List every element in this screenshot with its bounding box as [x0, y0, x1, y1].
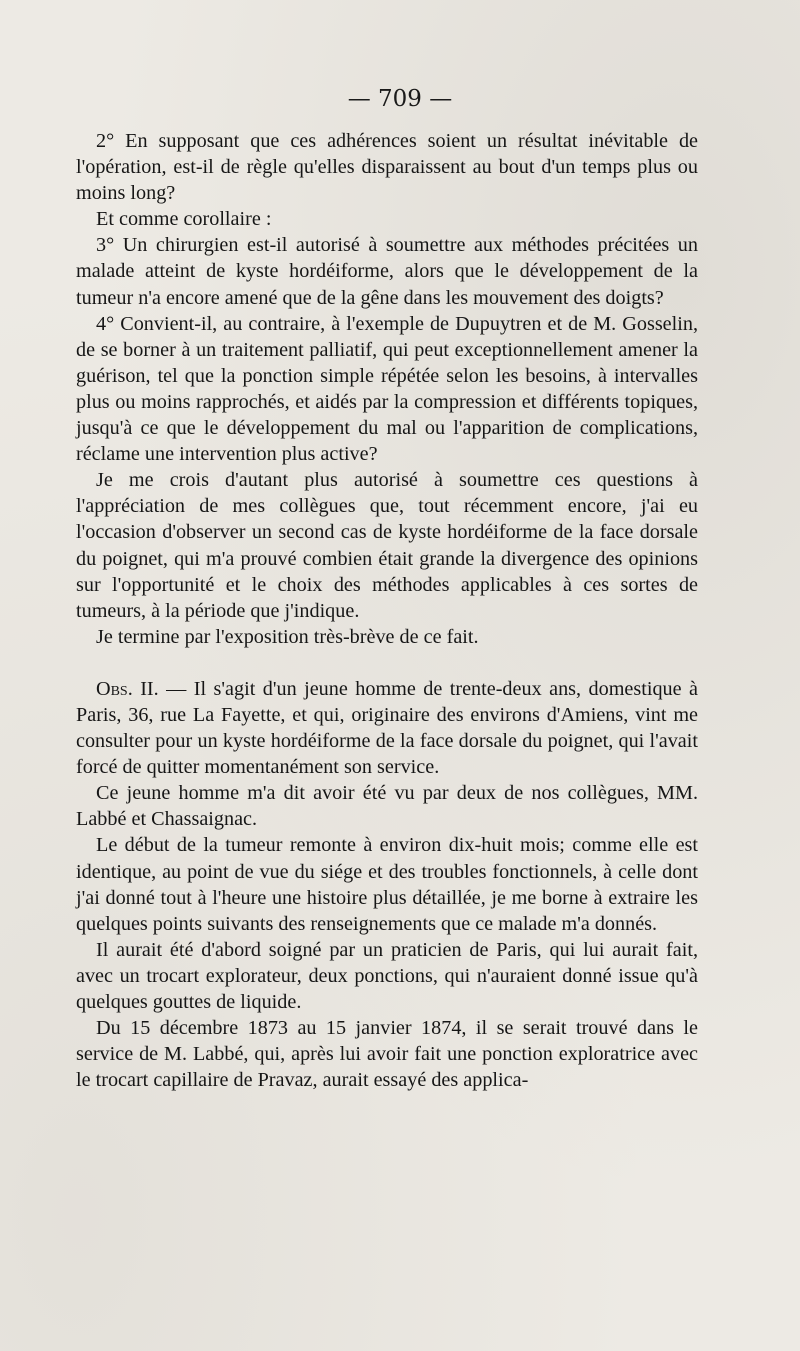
observation-intro-paragraph [76, 676, 698, 780]
paragraph-corollary: Et comme corollaire : [96, 208, 272, 231]
body-text [76, 128, 698, 1093]
paragraph-question-2: 2° En supposant que ces adhérences soient un résultat inévitable de l'opération, est-il de règle qu'elles disparaissent au bout d'un temps plus ou moins long? [76, 130, 698, 205]
page-number: — 709 — [347, 86, 453, 112]
paragraph-question-3: 3° Un chirurgien est-il autorisé à soumettre aux méthodes précitées un malade atteint de kyste hordéiforme, alors que le développement de la tumeur n'a encore amené que de la gêne dans les mouvement des doigts? [76, 234, 698, 309]
observation-paragraph: Du 15 décembre 1873 au 15 janvier 1874, il se serait trouvé dans le service de M. Labbé, qui, après lui avoir fait une ponction exploratrice avec le trocart capillaire de Pravaz, aurait essayé des applica- [76, 1017, 698, 1092]
paragraph-transition: Je termine par l'exposition très-brève de ce fait. [96, 625, 479, 648]
paragraph-question-4: 4° Convient-il, au contraire, à l'exemple de Dupuytren et de M. Gosselin, de se borner à un traitement palliatif, qui peut exceptionnellement amener la guérison, tel que la ponction simple répétée selon les besoins, à intervalles plus ou moins rapprochés, et aidés par la compression et différents topiques, jusqu'à ce que le développement du mal ou l'apparition de complications, réclame une intervention plus active? [76, 312, 698, 466]
observation-intro: — Il s'agit d'un jeune homme de trente-deux ans, domestique à Paris, 36, rue La Fayette, et qui, originaire des environs d'Amiens, vint me consulter pour un kyste hordéiforme de la face dorsale du poignet, qui l'avait forcé de quitter momentanément son service. [76, 677, 698, 779]
observation-paragraph: Le début de la tumeur remonte à environ dix-huit mois; comme elle est identique, au point de vue du siége et des troubles fonctionnels, à celle dont j'ai donné tout à l'heure une histoire plus détaillée, je me borne à extraire les quelques points suivants des renseignements que ce malade m'a donnés. [76, 834, 698, 935]
observation-paragraph: Ce jeune homme m'a dit avoir été vu par deux de nos collègues, MM. Labbé et Chassaignac. [76, 782, 698, 831]
observation-label: Obs. II. [96, 677, 159, 700]
paragraph-motivation: Je me crois d'autant plus autorisé à soumettre ces questions à l'appréciation de mes collègues que, tout récemment encore, j'ai eu l'occasion d'observer un second cas de kyste hordéiforme de la face dorsale du poignet, qui m'a prouvé combien était grande la divergence des opinions sur l'opportunité et le choix des méthodes applicables à ces sortes de tumeurs, à la période que j'indique. [76, 469, 698, 622]
observation-paragraph: Il aurait été d'abord soigné par un praticien de Paris, qui lui aurait fait, avec un trocart explorateur, deux ponctions, qui n'auraient donné issue qu'à quelques gouttes de liquide. [76, 938, 698, 1013]
